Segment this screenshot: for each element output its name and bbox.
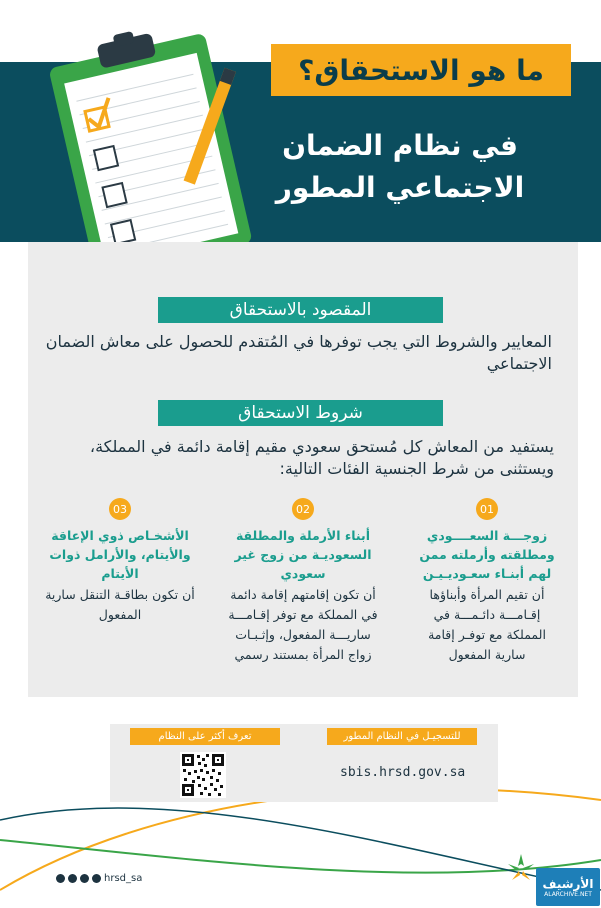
category-3 <box>45 498 195 625</box>
social-handle-text: hrsd_sa <box>104 873 143 884</box>
category-body: أن تكون بطاقـة التنقل سارية المفعول <box>45 587 195 622</box>
instagram-icon[interactable] <box>68 874 77 883</box>
youtube-icon[interactable] <box>80 874 89 883</box>
category-title: أبناء الأرملة والمطلقة السعوديـة من زوج غير سعودي <box>234 528 372 581</box>
registration-url[interactable]: sbis.hrsd.gov.sa <box>340 765 466 780</box>
clipboard-checklist-icon <box>30 28 270 278</box>
twitter-icon[interactable] <box>56 874 65 883</box>
category-body: أن تكون إقامتهم إقامة دائمة في المملكة مع توفر إقـامـــة ساريـــة المفعول، وإثـبـات زواج المرأة بمستند رسمي <box>228 587 378 662</box>
meaning-heading: المقصود بالاستحقاق <box>158 297 443 323</box>
category-number-badge: 03 <box>109 498 131 520</box>
archive-sublabel: ALARCHIVE.NET <box>544 890 592 898</box>
social-handles <box>56 873 142 884</box>
qr-code-icon[interactable] <box>180 752 226 798</box>
category-title: الأشخـاص ذوي الإعاقة والأيتام، والأرامل ذوات الأيتام <box>49 528 191 581</box>
category-number-badge: 02 <box>292 498 314 520</box>
category-number-badge: 01 <box>476 498 498 520</box>
category-body: أن تقيم المرأة وأبناؤها إقـامـــة دائـمـــة في المملكة مع توفـر إقامة سارية المفعول <box>428 587 546 662</box>
category-title: زوجـــة السعــــودي ومطلقته وأرملته ممن لهم أبنـاء سعـوديـيـن <box>419 528 555 581</box>
ministry-logo-icon <box>504 852 538 886</box>
subtitle-line-1: في نظام الضمان <box>282 129 518 162</box>
meaning-text: المعايير والشروط التي يجب توفرها في المُتقدم للحصول على معاش الضمان الاجتماعي <box>45 332 552 373</box>
learn-more-label: تعرف أكثر على النظام <box>130 728 280 745</box>
subtitle-line-2: الاجتماعي المطور <box>275 171 525 204</box>
register-label: للتسجيـل في النظام المطور <box>327 728 477 745</box>
category-2 <box>228 498 378 665</box>
page-subtitle <box>250 125 550 209</box>
archive-badge[interactable] <box>536 868 600 906</box>
facebook-icon[interactable] <box>92 874 101 883</box>
archive-label: الأرشيف <box>542 876 594 891</box>
category-1 <box>412 498 562 665</box>
page-title: ما هو الاستحقاق؟ <box>271 44 571 96</box>
conditions-text: يستفيد من المعاش كل مُستحق سعودي مقيم إقامة دائمة في المملكة، ويستثنى من شرط الجنسية الفئات التالية: <box>89 437 554 478</box>
conditions-heading: شروط الاستحقاق <box>158 400 443 426</box>
